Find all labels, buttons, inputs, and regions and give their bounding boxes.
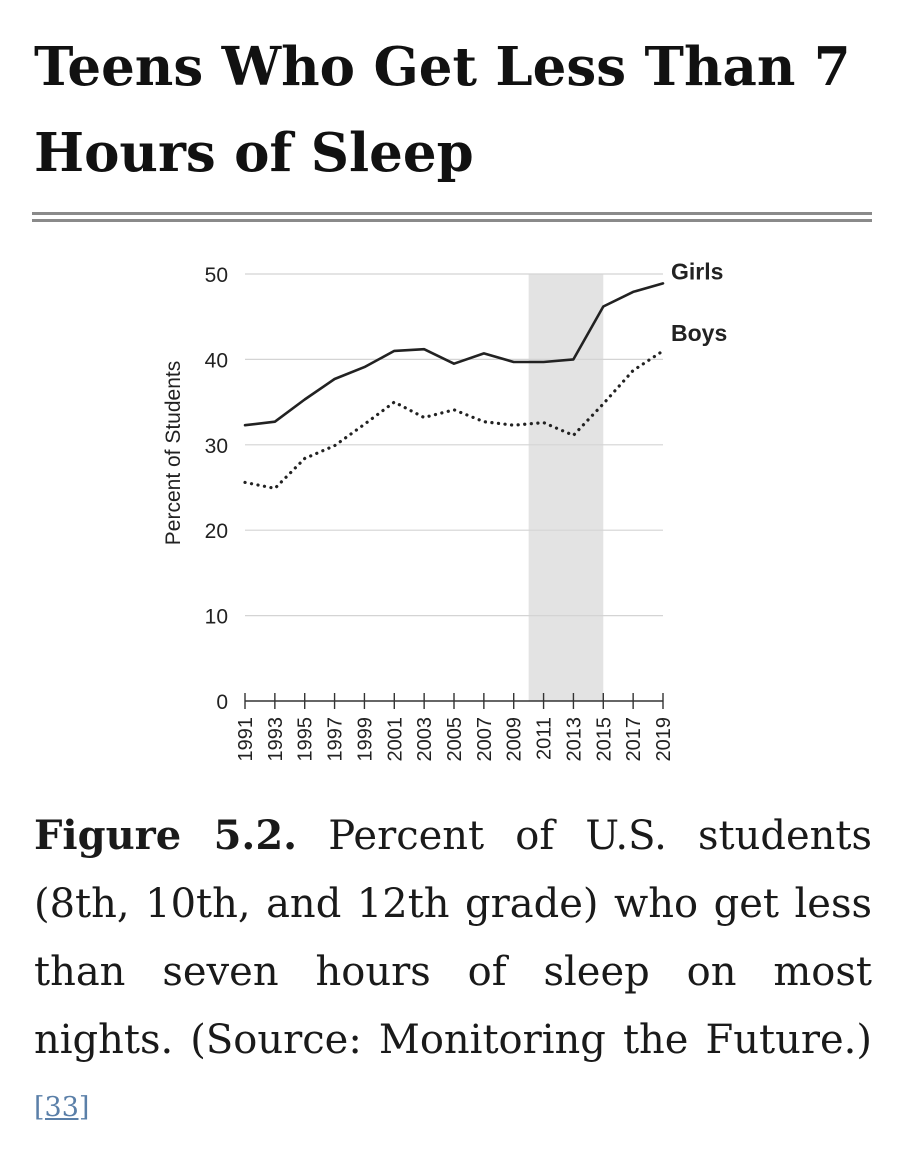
x-tick-label-2009: 2009 <box>503 717 526 762</box>
figure-label: Figure 5.2. <box>34 812 298 859</box>
y-tick-label-50: 50 <box>204 264 228 287</box>
y-tick-label-30: 30 <box>204 434 228 458</box>
sleep-line-chart <box>0 230 912 790</box>
x-tick-label-1997: 1997 <box>324 717 347 762</box>
y-tick-label-10: 10 <box>204 605 228 629</box>
y-tick-label-0: 0 <box>216 691 228 714</box>
x-tick-label-1995: 1995 <box>294 717 317 762</box>
x-tick-label-2017: 2017 <box>623 717 646 762</box>
series-label-boys: Boys <box>671 319 728 346</box>
x-tick-label-2007: 2007 <box>473 717 496 762</box>
shaded-period-band <box>529 274 604 701</box>
footnote-link[interactable]: [33] <box>34 1092 90 1123</box>
y-tick-label-40: 40 <box>204 349 228 373</box>
x-tick-label-2011: 2011 <box>533 717 556 761</box>
x-tick-label-1999: 1999 <box>354 717 377 762</box>
y-axis-title: Percent of Students <box>162 360 185 546</box>
figure-caption <box>34 802 872 1150</box>
title-divider-bottom <box>32 219 872 222</box>
x-tick-label-2019: 2019 <box>653 717 675 762</box>
title-divider-top <box>32 212 872 215</box>
y-tick-label-20: 20 <box>204 520 228 544</box>
x-tick-label-2005: 2005 <box>444 717 466 762</box>
x-tick-label-2013: 2013 <box>563 717 586 762</box>
x-tick-label-2003: 2003 <box>414 717 437 762</box>
x-tick-label-1991: 1991 <box>235 717 257 762</box>
figure-caption-text: Percent of U.S. students (8th, 10th, and 12th grade) who get less than seven hours of sleep on most nights. (Source: Monitoring the Future.) <box>34 813 872 1063</box>
x-tick-label-2015: 2015 <box>593 717 616 762</box>
x-tick-label-2001: 2001 <box>384 717 407 762</box>
x-tick-label-1993: 1993 <box>264 717 287 762</box>
page-title: Teens Who Get Less Than 7 Hours of Sleep <box>34 36 851 184</box>
series-label-girls: Girls <box>671 258 724 285</box>
